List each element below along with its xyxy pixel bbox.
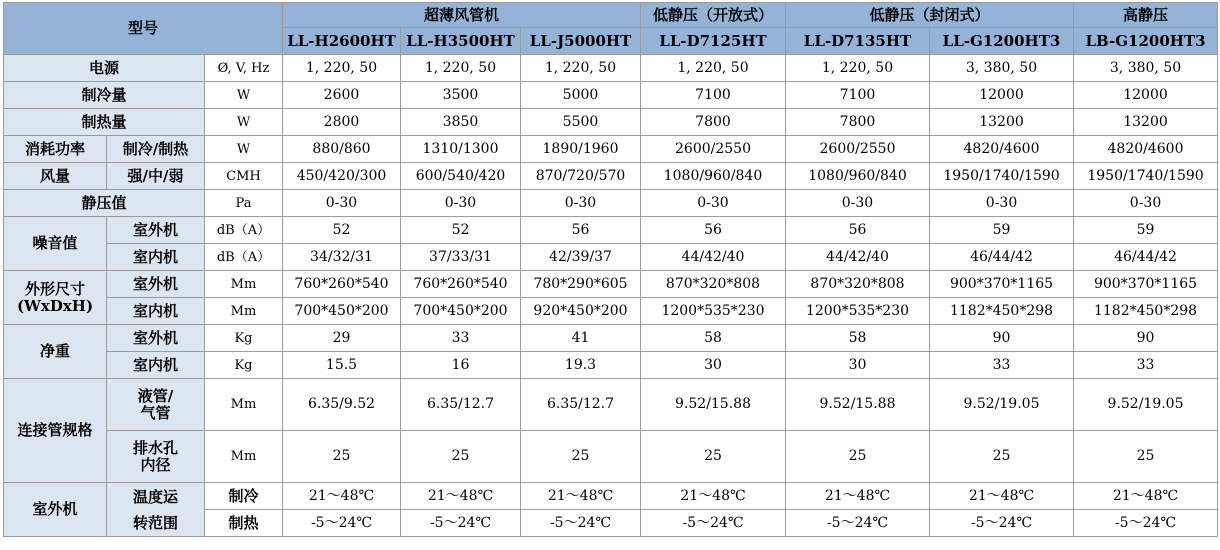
value-cell: 21～48℃ xyxy=(930,483,1074,510)
value-cell: 21～48℃ xyxy=(283,483,401,510)
value-cell: -5～24℃ xyxy=(283,510,401,537)
value-cell: 19.3 xyxy=(521,352,641,379)
table-row xyxy=(4,163,1218,190)
value-cell: 33 xyxy=(401,325,521,352)
table-row xyxy=(4,352,1218,379)
value-cell: 7100 xyxy=(641,82,786,109)
value-cell: 29 xyxy=(283,325,401,352)
value-cell: 9.52/15.88 xyxy=(641,379,786,431)
value-cell: 1182*450*298 xyxy=(1074,298,1218,325)
unit-cell: CMH xyxy=(205,163,283,190)
row-sublabel xyxy=(107,379,205,431)
value-cell: 5000 xyxy=(521,82,641,109)
group-low-static-open: 低静压（开放式） xyxy=(641,3,786,28)
value-cell: 3850 xyxy=(401,109,521,136)
value-cell: -5～24℃ xyxy=(641,510,786,537)
mode-cell-heating: 制热 xyxy=(205,510,283,537)
table-row xyxy=(4,109,1218,136)
value-cell: 25 xyxy=(1074,431,1218,483)
sublabel-line: 气管 xyxy=(140,403,171,422)
row-label-outdoor-range: 室外机 xyxy=(4,483,107,537)
value-cell: 3, 380, 50 xyxy=(930,55,1074,82)
value-cell: 2800 xyxy=(283,109,401,136)
value-cell: 6.35/12.7 xyxy=(401,379,521,431)
value-cell: 920*450*200 xyxy=(521,298,641,325)
value-cell: 3500 xyxy=(401,82,521,109)
value-cell: 1, 220, 50 xyxy=(641,55,786,82)
table-row xyxy=(4,55,1218,82)
value-cell: 58 xyxy=(641,325,786,352)
value-cell: 900*370*1165 xyxy=(930,271,1074,298)
value-cell: 33 xyxy=(1074,352,1218,379)
value-cell: 56 xyxy=(521,217,641,244)
unit-cell: Pa xyxy=(205,190,283,217)
value-cell: 25 xyxy=(283,431,401,483)
model-label: 型号 xyxy=(4,3,283,55)
value-cell: 7800 xyxy=(641,109,786,136)
header-group-row xyxy=(4,3,1218,28)
value-cell: 0-30 xyxy=(401,190,521,217)
value-cell: 56 xyxy=(786,217,930,244)
unit-cell: W xyxy=(205,109,283,136)
value-cell: 700*450*200 xyxy=(401,298,521,325)
table-row xyxy=(4,244,1218,271)
value-cell: 1, 220, 50 xyxy=(521,55,641,82)
sublabel-line: 温度运 xyxy=(132,487,178,506)
table-row xyxy=(4,431,1218,483)
group-low-static-closed: 低静压（封闭式） xyxy=(786,3,1074,28)
model-name: LL-D7135HT xyxy=(786,28,930,55)
row-label-consumption: 消耗功率 xyxy=(4,136,107,163)
row-sublabel: 室内机 xyxy=(107,352,205,379)
value-cell: 1, 220, 50 xyxy=(786,55,930,82)
value-cell: 870*320*808 xyxy=(786,271,930,298)
value-cell: -5～24℃ xyxy=(1074,510,1218,537)
value-cell: 1182*450*298 xyxy=(930,298,1074,325)
value-cell: 1080/960/840 xyxy=(641,163,786,190)
value-cell: 13200 xyxy=(1074,109,1218,136)
value-cell: 25 xyxy=(786,431,930,483)
value-cell: 59 xyxy=(930,217,1074,244)
value-cell: 0-30 xyxy=(1074,190,1218,217)
table-row xyxy=(4,190,1218,217)
unit-cell: Mm xyxy=(205,271,283,298)
value-cell: 9.52/19.05 xyxy=(930,379,1074,431)
value-cell: 1200*535*230 xyxy=(641,298,786,325)
value-cell: 12000 xyxy=(930,82,1074,109)
model-name: LB-G1200HT3 xyxy=(1074,28,1218,55)
row-label-airflow: 风量 xyxy=(4,163,107,190)
unit-cell: Kg xyxy=(205,352,283,379)
value-cell: 900*370*1165 xyxy=(1074,271,1218,298)
value-cell: 0-30 xyxy=(786,190,930,217)
value-cell: 21～48℃ xyxy=(521,483,641,510)
value-cell: 1950/1740/1590 xyxy=(1074,163,1218,190)
value-cell: 760*260*540 xyxy=(283,271,401,298)
unit-cell: Mm xyxy=(205,431,283,483)
value-cell: 0-30 xyxy=(283,190,401,217)
row-label-cooling: 制冷量 xyxy=(4,82,205,109)
value-cell: -5～24℃ xyxy=(786,510,930,537)
unit-cell: Ø, V, Hz xyxy=(205,55,283,82)
value-cell: 9.52/15.88 xyxy=(786,379,930,431)
value-cell: 1950/1740/1590 xyxy=(930,163,1074,190)
value-cell: 90 xyxy=(930,325,1074,352)
row-sublabel: 室内机 xyxy=(107,298,205,325)
value-cell: 41 xyxy=(521,325,641,352)
value-cell: 15.5 xyxy=(283,352,401,379)
model-name: LL-G1200HT3 xyxy=(930,28,1074,55)
mode-cell-cooling: 制冷 xyxy=(205,483,283,510)
row-sublabel xyxy=(107,431,205,483)
model-name: LL-H2600HT xyxy=(283,28,401,55)
unit-cell: Mm xyxy=(205,298,283,325)
unit-cell: dB（A） xyxy=(205,217,283,244)
value-cell: 44/42/40 xyxy=(786,244,930,271)
value-cell: 44/42/40 xyxy=(641,244,786,271)
table-row xyxy=(4,325,1218,352)
table-row xyxy=(4,217,1218,244)
unit-cell: Mm xyxy=(205,379,283,431)
table-row xyxy=(4,136,1218,163)
value-cell: 52 xyxy=(283,217,401,244)
value-cell: 1080/960/840 xyxy=(786,163,930,190)
value-cell: 33 xyxy=(930,352,1074,379)
dimensions-label-line1: 外形尺寸 xyxy=(24,279,85,298)
value-cell: 12000 xyxy=(1074,82,1218,109)
value-cell: -5～24℃ xyxy=(401,510,521,537)
row-sublabel: 室外机 xyxy=(107,217,205,244)
table-row xyxy=(4,271,1218,298)
value-cell: 13200 xyxy=(930,109,1074,136)
model-name: LL-D7125HT xyxy=(641,28,786,55)
value-cell: 600/540/420 xyxy=(401,163,521,190)
value-cell: 46/44/42 xyxy=(930,244,1074,271)
value-cell: 52 xyxy=(401,217,521,244)
value-cell: 4820/4600 xyxy=(930,136,1074,163)
value-cell: 6.35/12.7 xyxy=(521,379,641,431)
value-cell: 42/39/37 xyxy=(521,244,641,271)
value-cell: 2600 xyxy=(283,82,401,109)
value-cell: 1, 220, 50 xyxy=(401,55,521,82)
model-name: LL-H3500HT xyxy=(401,28,521,55)
value-cell: 3, 380, 50 xyxy=(1074,55,1218,82)
value-cell: 5500 xyxy=(521,109,641,136)
table-row xyxy=(4,379,1218,431)
value-cell: 56 xyxy=(641,217,786,244)
row-label-heating: 制热量 xyxy=(4,109,205,136)
value-cell: 1310/1300 xyxy=(401,136,521,163)
value-cell: 37/33/31 xyxy=(401,244,521,271)
value-cell: 16 xyxy=(401,352,521,379)
value-cell: 25 xyxy=(641,431,786,483)
dimensions-label-line2: (WxDxH) xyxy=(16,296,94,315)
value-cell: 34/32/31 xyxy=(283,244,401,271)
sublabel-line: 液管/ xyxy=(137,386,174,405)
row-sublabel: 室外机 xyxy=(107,271,205,298)
value-cell: 90 xyxy=(1074,325,1218,352)
value-cell: 21～48℃ xyxy=(1074,483,1218,510)
table-row xyxy=(4,483,1218,510)
value-cell: 1, 220, 50 xyxy=(283,55,401,82)
row-label-noise: 噪音值 xyxy=(4,217,107,271)
value-cell: -5～24℃ xyxy=(930,510,1074,537)
value-cell: 0-30 xyxy=(521,190,641,217)
unit-cell: dB（A） xyxy=(205,244,283,271)
row-label-static: 静压值 xyxy=(4,190,205,217)
spec-table xyxy=(3,2,1218,537)
row-label-dimensions xyxy=(4,271,107,325)
value-cell: 780*290*605 xyxy=(521,271,641,298)
unit-cell: W xyxy=(205,136,283,163)
value-cell: 25 xyxy=(930,431,1074,483)
sublabel-line: 排水孔 xyxy=(132,438,178,457)
value-cell: 0-30 xyxy=(641,190,786,217)
row-label-power: 电源 xyxy=(4,55,205,82)
value-cell: 59 xyxy=(1074,217,1218,244)
group-high-static: 高静压 xyxy=(1074,3,1218,28)
row-sublabel: 室内机 xyxy=(107,244,205,271)
row-label-weight: 净重 xyxy=(4,325,107,379)
value-cell: 4820/4600 xyxy=(1074,136,1218,163)
value-cell: 6.35/9.52 xyxy=(283,379,401,431)
value-cell: 880/860 xyxy=(283,136,401,163)
value-cell: 1890/1960 xyxy=(521,136,641,163)
sublabel-line: 内径 xyxy=(140,455,171,474)
value-cell: 450/420/300 xyxy=(283,163,401,190)
value-cell: 9.52/19.05 xyxy=(1074,379,1218,431)
unit-cell: W xyxy=(205,82,283,109)
table-row xyxy=(4,298,1218,325)
value-cell: 7800 xyxy=(786,109,930,136)
value-cell: 21～48℃ xyxy=(641,483,786,510)
value-cell: 46/44/42 xyxy=(1074,244,1218,271)
value-cell: 700*450*200 xyxy=(283,298,401,325)
value-cell: 58 xyxy=(786,325,930,352)
row-label-piping: 连接管规格 xyxy=(4,379,107,483)
value-cell: 2600/2550 xyxy=(786,136,930,163)
value-cell: 21～48℃ xyxy=(401,483,521,510)
value-cell: 30 xyxy=(786,352,930,379)
row-sublabel: 强/中/弱 xyxy=(107,163,205,190)
row-sublabel: 制冷/制热 xyxy=(107,136,205,163)
value-cell: -5～24℃ xyxy=(521,510,641,537)
value-cell: 30 xyxy=(641,352,786,379)
row-sublabel xyxy=(107,483,205,537)
value-cell: 25 xyxy=(401,431,521,483)
value-cell: 25 xyxy=(521,431,641,483)
value-cell: 870*320*808 xyxy=(641,271,786,298)
value-cell: 7100 xyxy=(786,82,930,109)
row-sublabel: 室外机 xyxy=(107,325,205,352)
table-row xyxy=(4,82,1218,109)
value-cell: 0-30 xyxy=(930,190,1074,217)
sublabel-line: 转范围 xyxy=(132,513,178,532)
value-cell: 870/720/570 xyxy=(521,163,641,190)
value-cell: 21～48℃ xyxy=(786,483,930,510)
unit-cell: Kg xyxy=(205,325,283,352)
value-cell: 1200*535*230 xyxy=(786,298,930,325)
value-cell: 760*260*540 xyxy=(401,271,521,298)
group-ultrathin: 超薄风管机 xyxy=(283,3,641,28)
model-name: LL-J5000HT xyxy=(521,28,641,55)
value-cell: 2600/2550 xyxy=(641,136,786,163)
